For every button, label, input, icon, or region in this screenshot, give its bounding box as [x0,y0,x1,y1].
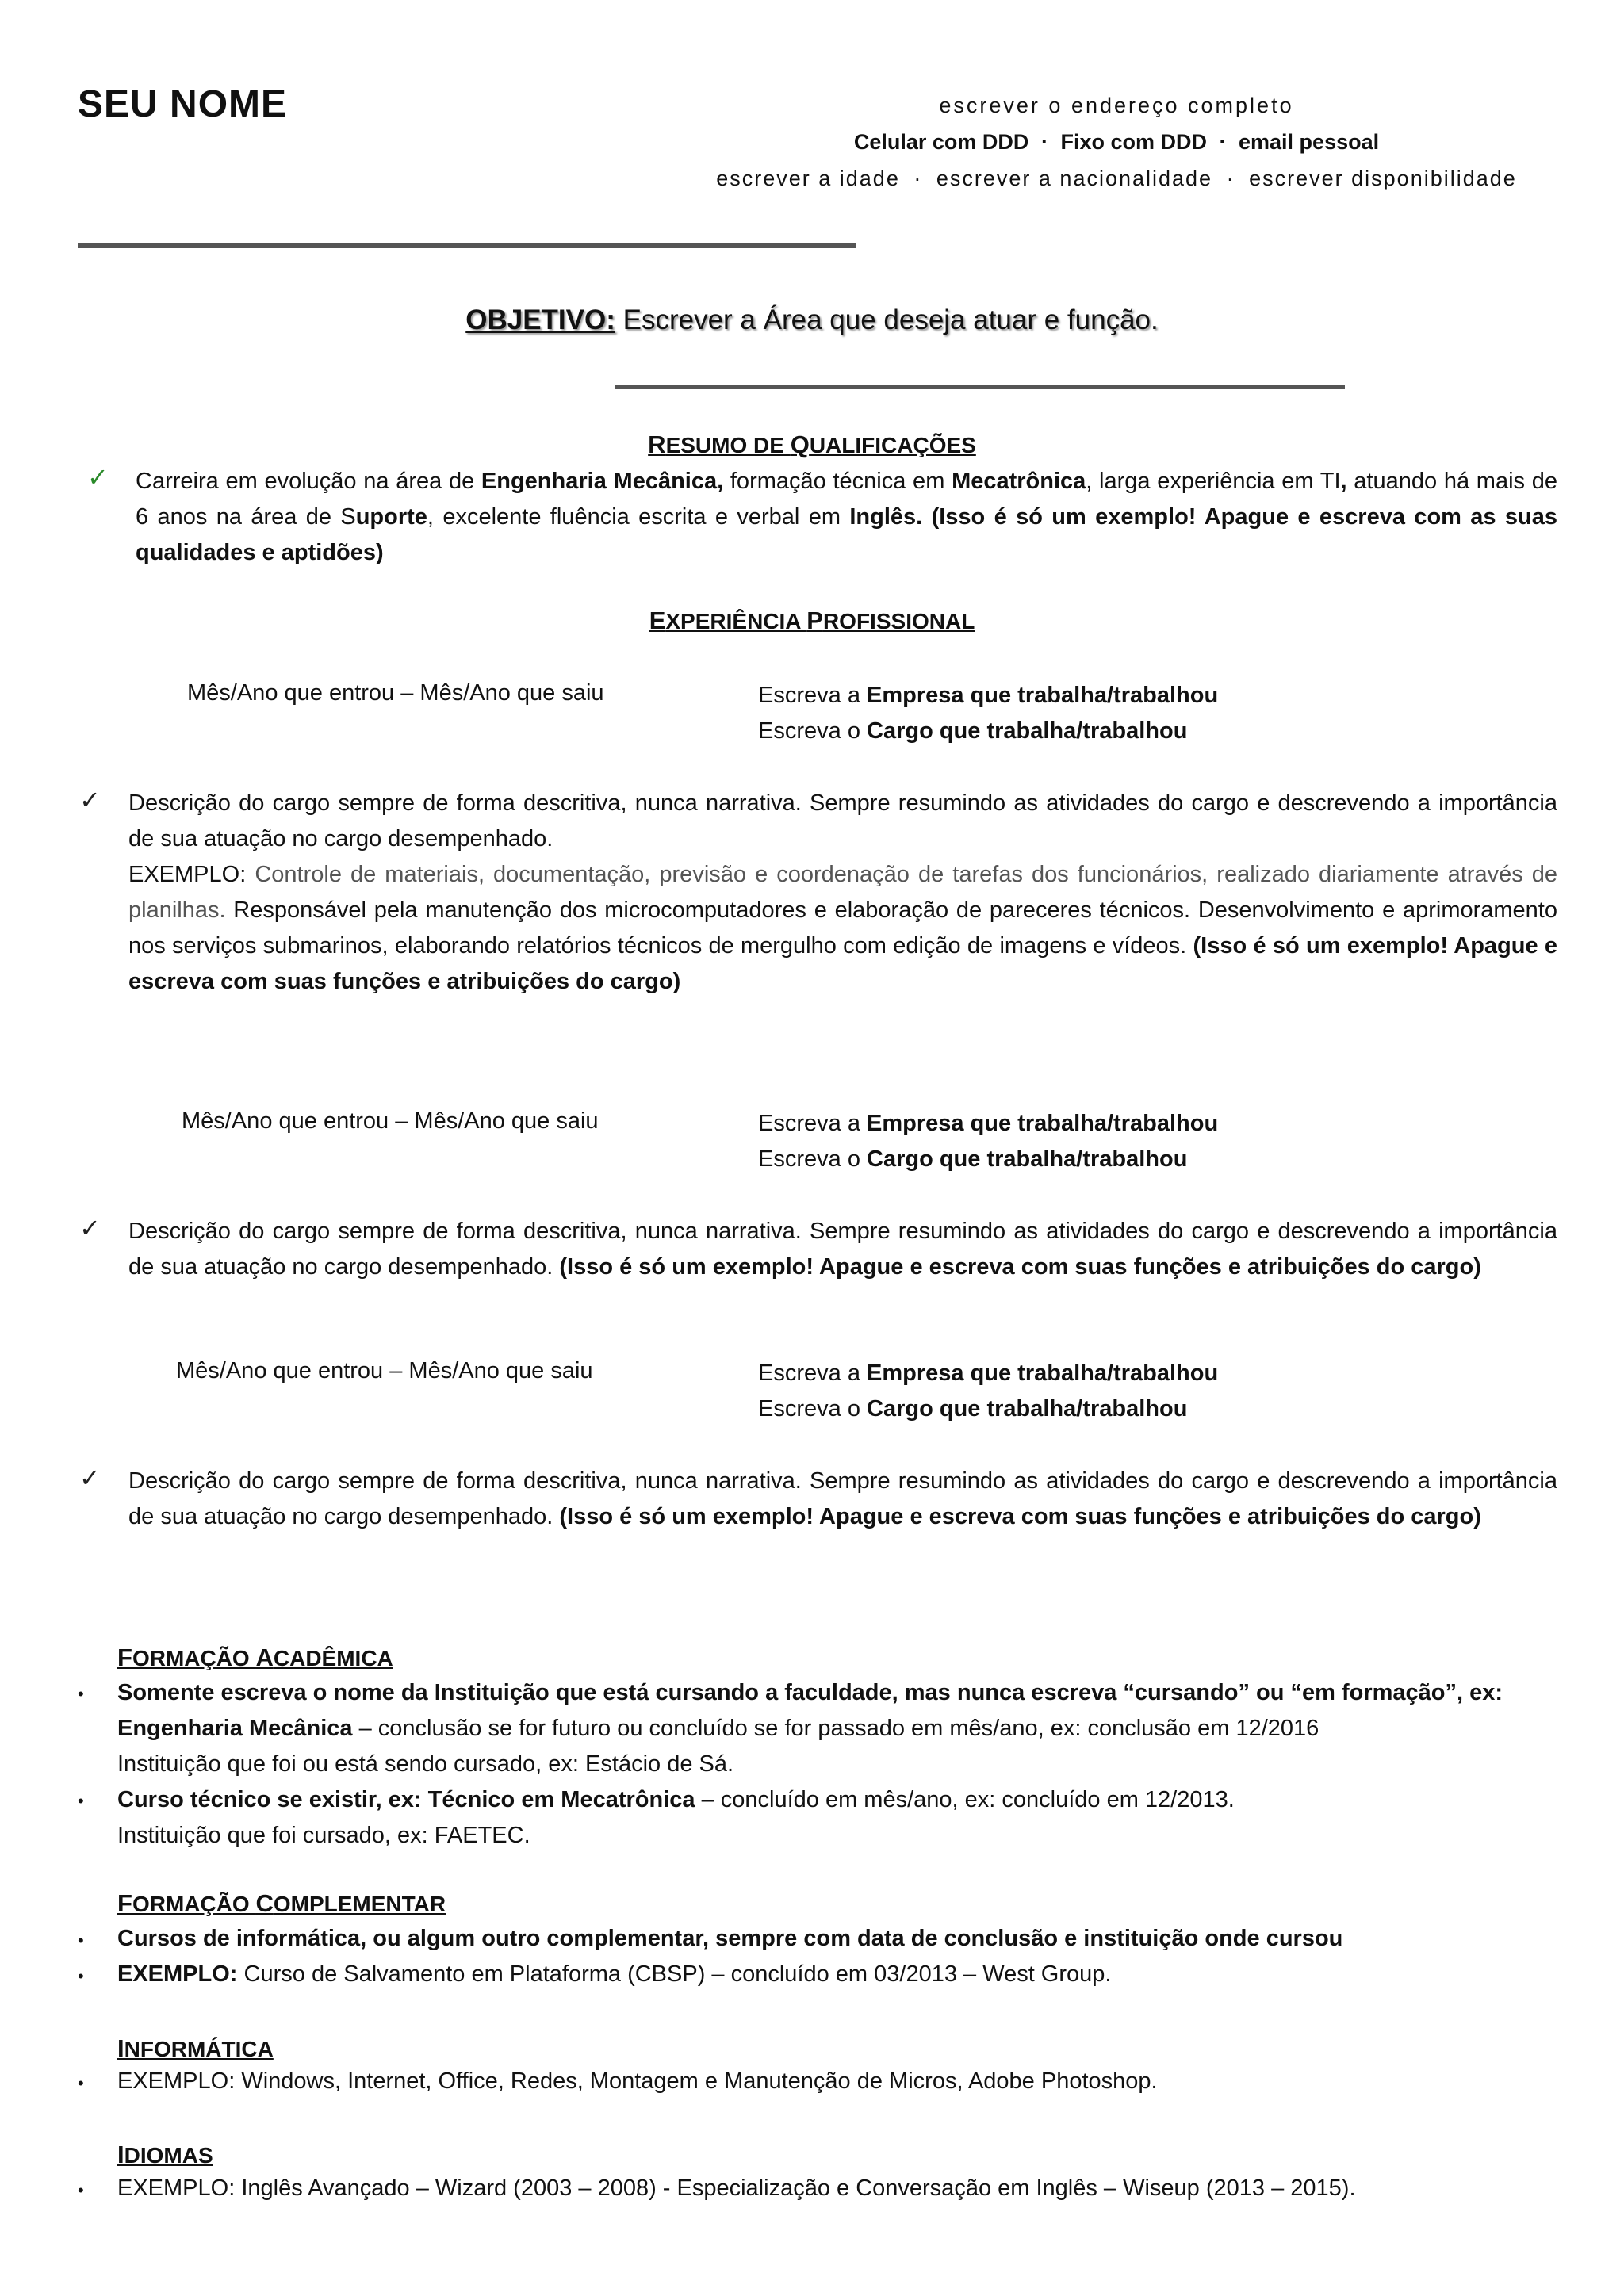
dot-separator: · [1219,130,1227,154]
job-1-description: Descrição do cargo sempre de forma descritiva, nunca narrativa. Sempre resumindo as atividades do cargo e descrevendo a importância de sua atuação no cargo desempenhado. EXEMPLO: Controle de materiais, documentação, previsão e coordenação de tarefas dos funcionários, realizado diariamente através de planilhas. Responsável pela manutenção dos microcomputadores e elaboração de pareceres técnicos. Desenvolvimento e aprimoramento nos serviços submarinos, elaborando relatórios técnicos de mergulho com edição de imagens e vídeos. (Isso é só um exemplo! Apague e escreva com suas funções e atribuições do cargo) [128,790,1558,994]
dot-separator: · [914,166,923,190]
job-3-description: Descrição do cargo sempre de forma descritiva, nunca narrativa. Sempre resumindo as atividades do cargo e descrevendo a importância de sua atuação no cargo desempenhado. (Isso é só um exemplo! Apague e escreva com suas funções e atribuições do cargo) [128,1468,1557,1529]
bullet-icon: • [78,2180,84,2200]
complementary-item-1: Cursos de informática, ou algum outro complementar, sempre com data de conclusão e instituição onde cursou [117,1926,1343,1951]
contact-line [680,130,1553,155]
dot-separator: · [1226,166,1235,190]
objective-label: OBJETIVO: [465,304,615,335]
job-2-company-role: Escreva a Empresa que trabalha/trabalhou Escreva o Cargo que trabalha/trabalhou [758,1111,1219,1172]
age: escrever a idade [716,166,900,190]
meta-line [680,166,1553,191]
experience-title: EXPERIÊNCIA PROFISSIONAL [649,607,975,634]
computing-item: EXEMPLO: Windows, Internet, Office, Redes, Montagem e Manutenção de Micros, Adobe Photoshop. [117,2068,1158,2094]
languages-title: IDIOMAS [117,2141,213,2168]
education-item-2: Curso técnico se existir, ex: Técnico em Mecatrônica – concluído em mês/ano, ex: concluído em 12/2013. Instituição que foi cursado, ex: FAETEC. [117,1787,1235,1848]
bullet-icon: • [78,1931,84,1950]
job-1-dates: Mês/Ano que entrou – Mês/Ano que saiu [187,680,604,706]
job-2-description: Descrição do cargo sempre de forma descritiva, nunca narrativa. Sempre resumindo as atividades do cargo e descrevendo a importância de sua atuação no cargo desempenhado. (Isso é só um exemplo! Apague e escreva com suas funções e atribuições do cargo) [128,1219,1557,1280]
check-icon: ✓ [79,1214,101,1242]
dot-separator: · [1040,130,1048,154]
header-divider [78,243,856,248]
check-icon: ✓ [79,786,101,814]
email: email pessoal [1239,130,1380,154]
education-title: FORMAÇÃO ACADÊMICA [117,1644,393,1671]
bullet-icon: • [78,1966,84,1986]
bullet-icon: • [78,1791,84,1811]
job-3-dates: Mês/Ano que entrou – Mês/Ano que saiu [176,1358,593,1383]
nationality: escrever a nacionalidade [936,166,1213,190]
phone-landline: Fixo com DDD [1060,130,1207,154]
computing-title: INFORMÁTICA [117,2034,274,2062]
job-2-dates: Mês/Ano que entrou – Mês/Ano que saiu [182,1108,599,1134]
address-line: escrever o endereço completo [939,94,1294,117]
availability: escrever disponibilidade [1249,166,1517,190]
objective-text: Escrever a Área que deseja atuar e função. [622,304,1159,335]
languages-item: EXEMPLO: Inglês Avançado – Wizard (2003 – 2008) - Especialização e Conversação em Inglês – Wiseup (2013 – 2015). [117,2175,1356,2201]
objective-divider [615,385,1345,389]
bullet-icon: • [78,2073,84,2093]
job-1-company-role: Escreva a Empresa que trabalha/trabalhou Escreva o Cargo que trabalha/trabalhou [758,683,1219,744]
complementary-item-2: EXEMPLO: Curso de Salvamento em Plataforma (CBSP) – concluído em 03/2013 – West Group. [117,1961,1112,1987]
bullet-icon: • [78,1684,84,1704]
check-icon: ✓ [87,463,109,492]
qualifications-title: RESUMO DE QUALIFICAÇÕES [648,430,976,458]
objective [0,304,1624,336]
candidate-name: SEU NOME [78,83,288,125]
education-item-1: Somente escreva o nome da Instituição que está cursando a faculdade, mas nunca escreva “cursando” ou “em formação”, ex: Engenharia Mecânica – conclusão se for futuro ou concluído se for passado em mês/ano, ex: conclusão em 12/2016 Instituição que foi ou está sendo cursado, ex: Estácio de Sá. [117,1680,1503,1777]
check-icon: ✓ [79,1464,101,1492]
job-3-company-role: Escreva a Empresa que trabalha/trabalhou Escreva o Cargo que trabalha/trabalhou [758,1360,1219,1422]
complementary-title: FORMAÇÃO COMPLEMENTAR [117,1889,446,1917]
phone-mobile: Celular com DDD [853,130,1029,154]
qualifications-text: Carreira em evolução na área de Engenharia Mecânica, formação técnica em Mecatrônica, larga experiência em TI, atuando há mais de 6 anos na área de Suporte, excelente fluência escrita e verbal em Inglês. (Isso é só um exemplo! Apague e escreva com as suas qualidades e aptidões) [136,469,1558,565]
